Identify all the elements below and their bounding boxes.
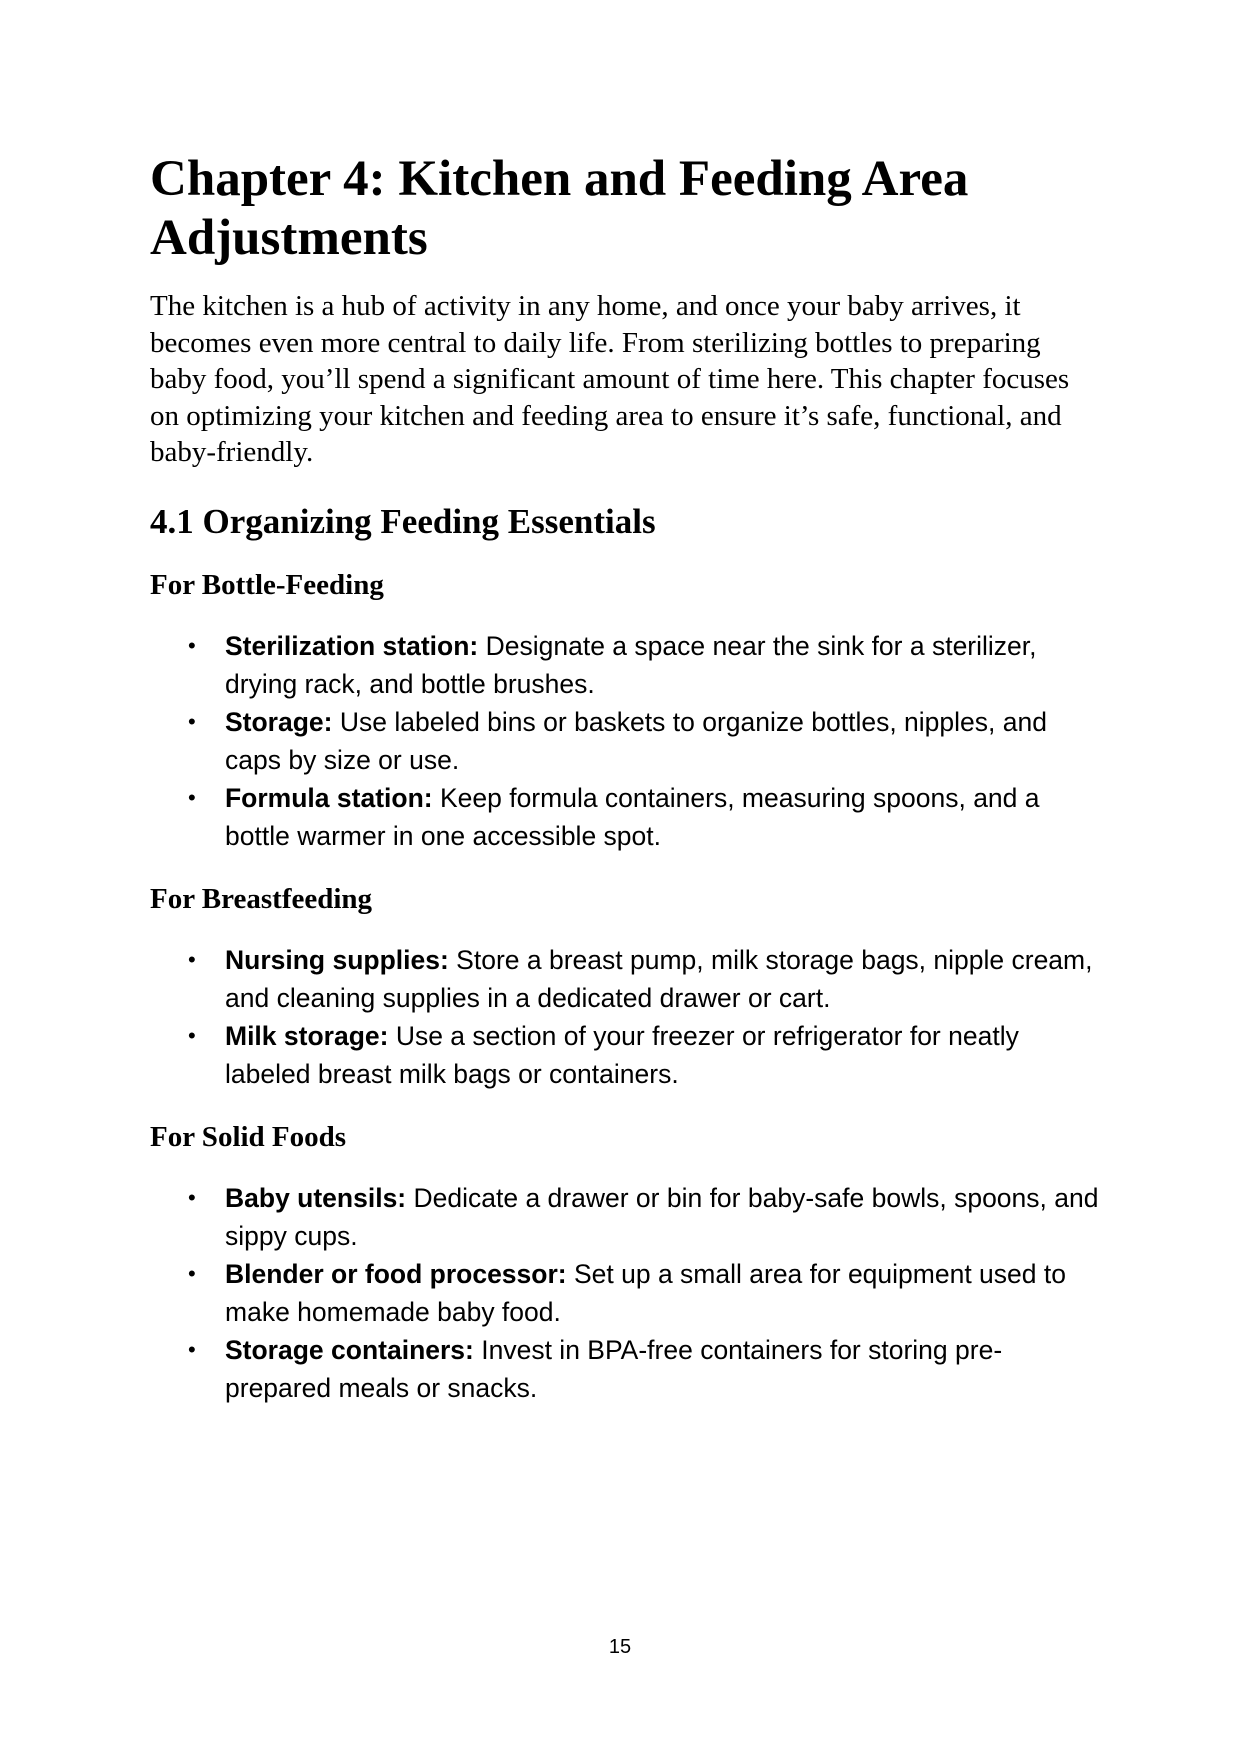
item-term: Formula station: (225, 782, 433, 813)
list-item (150, 1179, 1100, 1255)
item-text: Set up a small area for equipment used to make homemade baby food. (225, 1258, 1066, 1327)
item-term: Nursing supplies: (225, 944, 449, 975)
list-item (150, 627, 1100, 703)
item-text: Designate a space near the sink for a sterilizer, drying rack, and bottle brushes. (225, 630, 1037, 699)
item-text: Use a section of your freezer or refrigerator for neatly labeled breast milk bags or containers. (225, 1020, 1019, 1089)
item-term: Baby utensils: (225, 1182, 407, 1213)
item-text: Dedicate a drawer or bin for baby-safe bowls, spoons, and sippy cups. (225, 1182, 1099, 1251)
subsection-title-bottle-feeding: For Bottle-Feeding (150, 568, 384, 601)
section-title: 4.1 Organizing Feeding Essentials (150, 501, 656, 541)
item-text: Store a breast pump, milk storage bags, nipple cream, and cleaning supplies in a dedicated drawer or cart. (225, 944, 1093, 1013)
bullet-icon: • (188, 1336, 196, 1362)
list-item (150, 1255, 1100, 1331)
bullet-icon: • (188, 784, 196, 810)
bullet-icon: • (188, 708, 196, 734)
item-term: Sterilization station: (225, 630, 479, 661)
item-term: Storage: (225, 706, 333, 737)
intro-paragraph: The kitchen is a hub of activity in any home, and once your baby arrives, it becomes even more central to daily life. From sterilizing bottles to preparing baby food, you’ll spend a significant amount of time here. This chapter focuses on optimizing your kitchen and feeding area to ensure it’s safe, functional, and baby-friendly. (150, 290, 1070, 468)
item-text: Keep formula containers, measuring spoons, and a bottle warmer in one accessible spot. (225, 782, 1040, 851)
breastfeeding-list (150, 941, 1100, 1093)
list-item (150, 1331, 1100, 1407)
item-term: Milk storage: (225, 1020, 389, 1051)
bullet-icon: • (188, 632, 196, 658)
bottle-feeding-list (150, 627, 1100, 855)
list-item (150, 1017, 1100, 1093)
bullet-icon: • (188, 1022, 196, 1048)
page-number: 15 (608, 1636, 632, 1658)
subsection-title-breastfeeding: For Breastfeeding (150, 882, 373, 915)
list-item (150, 703, 1100, 779)
bullet-icon: • (188, 946, 196, 972)
bullet-icon: • (188, 1260, 196, 1286)
page-content (150, 150, 1100, 1433)
subsection-title-solid-foods: For Solid Foods (150, 1120, 347, 1153)
list-item (150, 941, 1100, 1017)
solid-foods-list (150, 1179, 1100, 1407)
bullet-icon: • (188, 1184, 196, 1210)
item-term: Blender or food processor: (225, 1258, 567, 1289)
chapter-title: Chapter 4: Kitchen and Feeding Area Adjustments (150, 151, 969, 266)
item-text: Invest in BPA-free containers for storing pre-prepared meals or snacks. (225, 1334, 1003, 1403)
item-text: Use labeled bins or baskets to organize bottles, nipples, and caps by size or use. (225, 706, 1047, 775)
list-item (150, 779, 1100, 855)
item-term: Storage containers: (225, 1334, 474, 1365)
